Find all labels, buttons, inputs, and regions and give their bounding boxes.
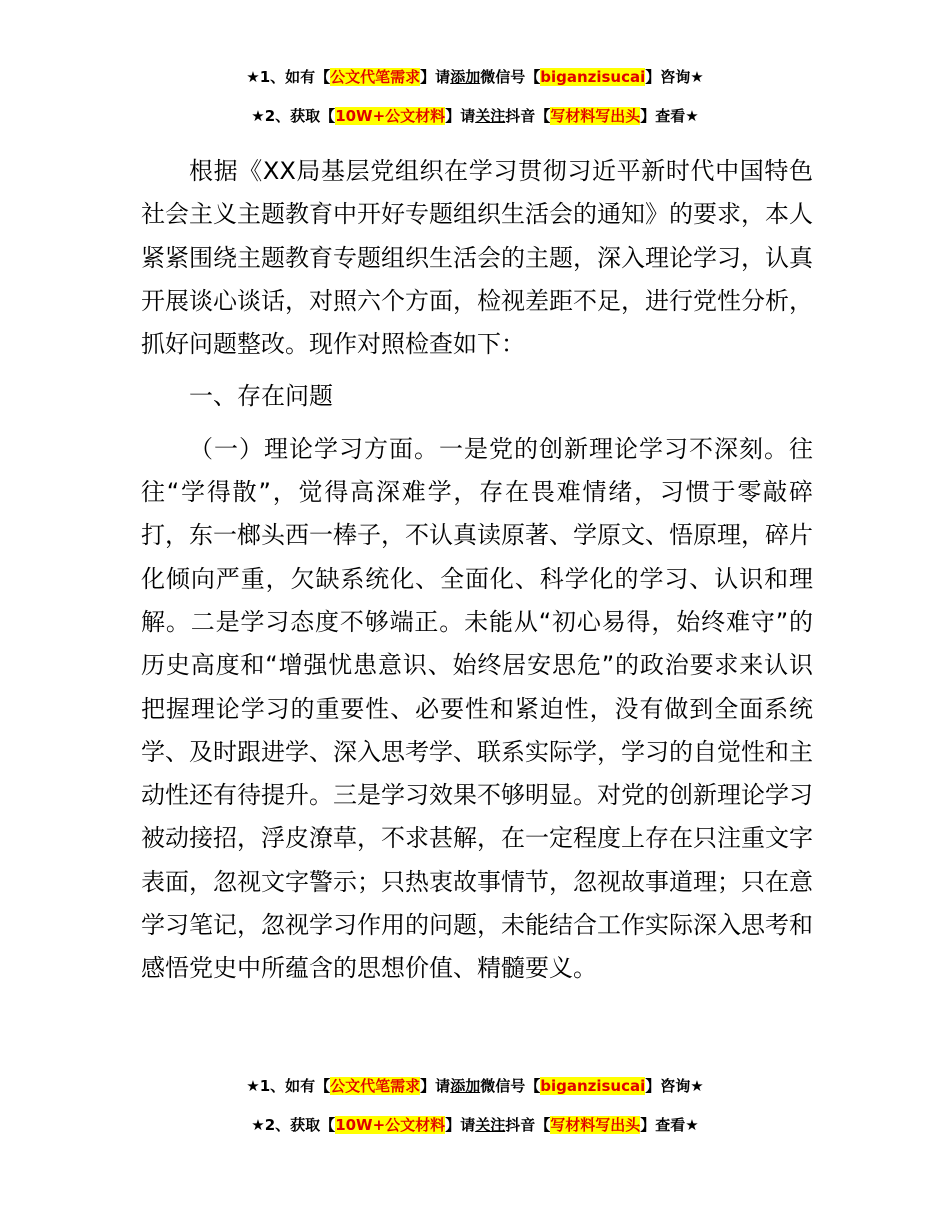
banner-suffix: 】咨询★ — [645, 1077, 704, 1095]
banner-text: 】请 — [445, 1116, 476, 1134]
theory-study-paragraph: （一）理论学习方面。一是党的创新理论学习不深刻。往往“学得散”，觉得高深难学，存在畏难情绪，习惯于零敲碎打，东一榔头西一棒子，不认真读原著、学原文、悟原理，碎片化倾向严重，欠缺系统化、全面化、科学化的学习、认识和理解。二是学习态度不够端正。未能从“初心易得，始终难守”的历史高度和“增强忧患意识、始终居安思危”的政治要求来认识把握理论学习的重要性、必要性和紧迫性，没有做到全面系统学、及时跟进学、深入思考学、联系实际学，学习的自觉性和主动性还有待提升。三是学习效果不够明显。对党的创新理论学习被动接招，浮皮潦草，不求甚解，在一定程度上存在只注重文字表面，忽视文字警示；只热衷故事情节，忽视故事道理；只在意学习笔记，忽视学习作用的问题，未能结合工作实际深入思考和感悟党史中所蕴含的思想价值、精髓要义。 — [141, 434, 813, 983]
banner-text: 微信号【 — [480, 1077, 541, 1095]
banner-text: 】请 — [420, 1077, 451, 1095]
banner-highlight-materials: 10W+公文材料 — [335, 107, 446, 125]
banner-underlined-text: 关注 — [475, 107, 506, 125]
banner-text: 微信号【 — [480, 68, 541, 86]
banner-text: 】请 — [445, 107, 476, 125]
section-heading-problems: 一、存在问题 — [189, 382, 333, 411]
banner-highlight-materials: 10W+公文材料 — [335, 1116, 446, 1134]
banner-prefix: ★1、如有【 — [246, 68, 331, 86]
banner-highlight-wechat-id: biganzisucai — [540, 1077, 646, 1095]
banner-highlight-service: 公文代笔需求 — [330, 68, 421, 86]
banner-suffix: 】查看★ — [640, 107, 699, 125]
promo-banner-bottom-line-2 — [0, 1114, 950, 1136]
intro-paragraph: 根据《XX局基层党组织在学习贯彻习近平新时代中国特色社会主义主题教育中开好专题组织生活会的通知》的要求，本人紧紧围绕主题教育专题组织生活会的主题，深入理论学习，认真开展谈心谈话，对照六个方面，检视差距不足，进行党性分析，抓好问题整改。现作对照检查如下： — [141, 157, 813, 359]
banner-text: 】请 — [420, 68, 451, 86]
banner-underlined-text: 关注 — [475, 1116, 506, 1134]
banner-prefix: ★2、获取【 — [251, 107, 336, 125]
banner-highlight-wechat-id: biganzisucai — [540, 68, 646, 86]
banner-text: 抖音【 — [505, 107, 551, 125]
banner-prefix: ★1、如有【 — [246, 1077, 331, 1095]
promo-banner-bottom-line-1 — [0, 1075, 950, 1097]
banner-underlined-text: 添加 — [450, 1077, 481, 1095]
banner-suffix: 】查看★ — [640, 1116, 699, 1134]
banner-suffix: 】咨询★ — [645, 68, 704, 86]
banner-highlight-douyin-id: 写材料写出头 — [550, 107, 641, 125]
banner-text: 抖音【 — [505, 1116, 551, 1134]
promo-banner-top-line-2 — [0, 105, 950, 127]
promo-banner-top-line-1 — [0, 66, 950, 88]
banner-prefix: ★2、获取【 — [251, 1116, 336, 1134]
banner-highlight-service: 公文代笔需求 — [330, 1077, 421, 1095]
banner-underlined-text: 添加 — [450, 68, 481, 86]
document-body — [141, 150, 813, 991]
banner-highlight-douyin-id: 写材料写出头 — [550, 1116, 641, 1134]
